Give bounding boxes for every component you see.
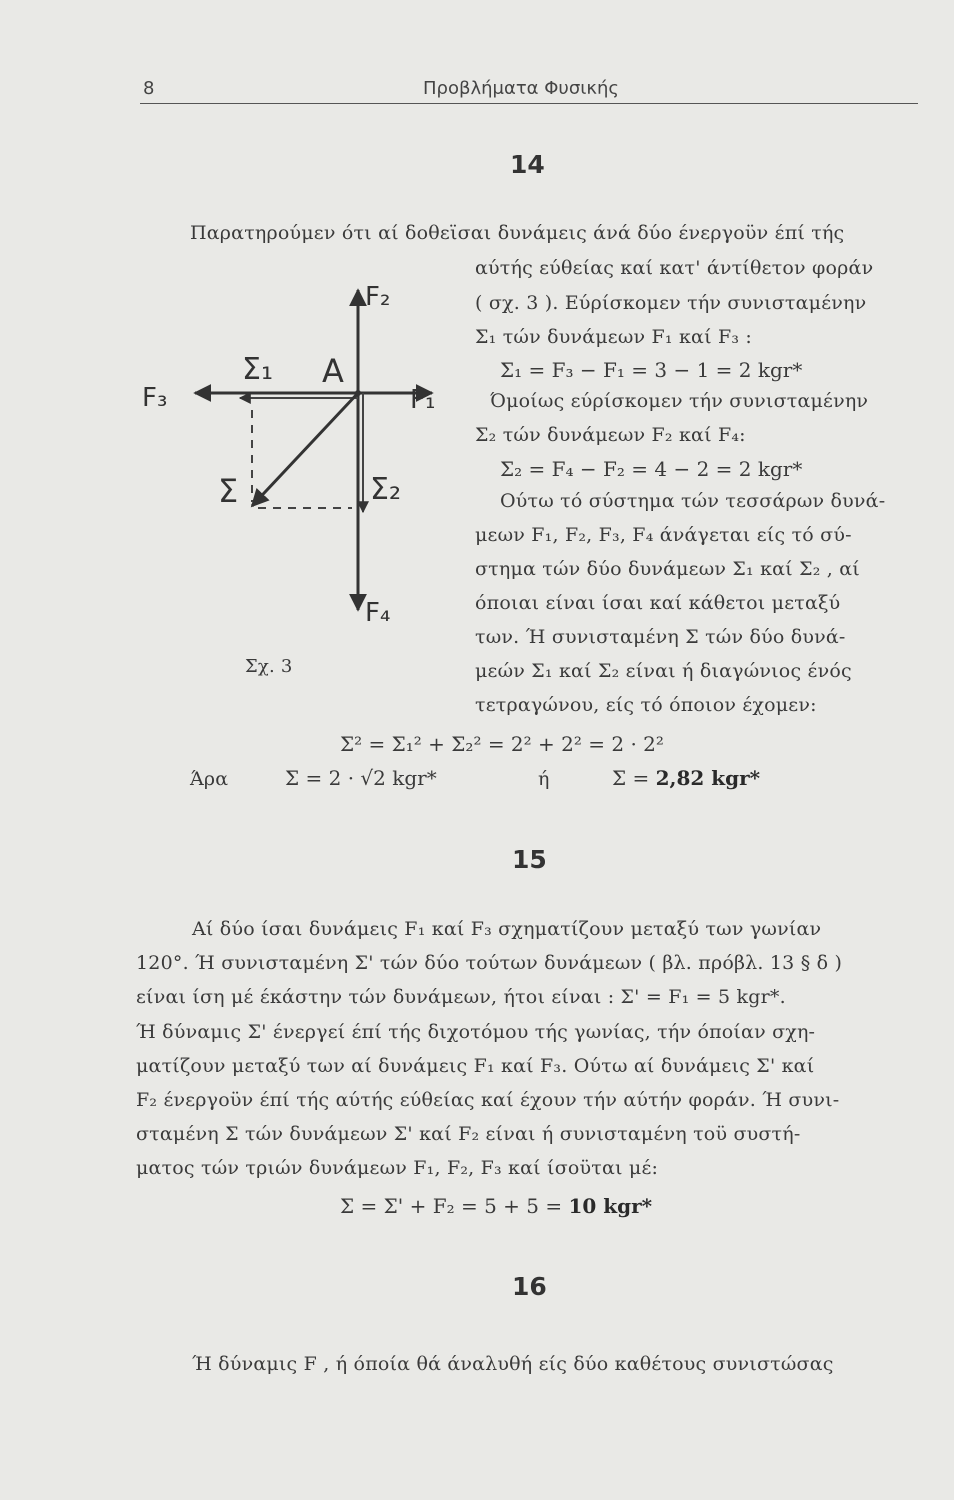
p14-line-5: Όμοίως εύρίσκομεν τήν συνισταμένην <box>490 390 869 412</box>
p14-line-11: όποιαι είναι ίσαι καί κάθετοι μεταξύ <box>475 592 841 614</box>
problem-15-number: 15 <box>512 845 547 874</box>
label-f3: F₃ <box>142 383 168 413</box>
label-f1: F₁ <box>410 385 436 415</box>
page-number: 8 <box>143 78 155 99</box>
p15-line-4: ματίζουν μεταξύ των αί δυνάμεις F₁ καί F₃. Ούτω αί δυνάμεις Σ' καί <box>136 1055 815 1077</box>
problem-16-number: 16 <box>512 1272 547 1301</box>
p14-line-10: στημα τών δύο δυνάμεων Σ₁ καί Σ₂ , αί <box>475 558 860 580</box>
p15-line-7: ματος τών τριών δυνάμεων F₁, F₂, F₃ καί ίσοϋται μέ: <box>136 1157 659 1179</box>
header-rule <box>140 103 918 104</box>
p14-result-right: Σ = 2,82 kgr* <box>612 766 761 790</box>
p14-line-2: ( σχ. 3 ). Εύρίσκομεν τήν συνισταμένην <box>475 292 867 314</box>
label-sigma: Σ <box>218 472 239 510</box>
p15-equation: Σ = Σ' + F₂ = 5 + 5 = 10 kgr* <box>340 1194 653 1218</box>
p15-line-0: Αί δύο ίσαι δυνάμεις F₁ καί F₃ σχηματίζουν μεταξύ των γωνίαν <box>192 918 822 940</box>
p14-line-9: μεων F₁, F₂, F₃, F₄ άνάγεται είς τό σύ- <box>475 524 852 546</box>
p15-line-2: είναι ίση μέ έκάστην τών δυνάμεων, ήτοι είναι : Σ' = F₁ = 5 kgr*. <box>136 986 786 1008</box>
p14-line-12: των. Ή συνισταμένη Σ τών δύο δυνά- <box>475 626 846 648</box>
running-title: Προβλήματα Φυσικής <box>423 78 619 99</box>
origin-point <box>355 390 361 396</box>
label-f2: F₂ <box>365 282 391 312</box>
p15-line-1: 120°. Ή συνισταμένη Σ' τών δύο τούτων δυνάμεων ( βλ. πρόβλ. 13 § δ ) <box>136 952 843 974</box>
p14-line-14: τετραγώνου, είς τό όποιον έχομεν: <box>475 694 817 716</box>
p14-result-prefix: Άρα <box>190 768 229 790</box>
p14-result-left: Σ = 2 · √2 kgr* <box>285 766 437 790</box>
figure-caption: Σχ. 3 <box>245 656 293 677</box>
p14-equation: Σ² = Σ₁² + Σ₂² = 2² + 2² = 2 · 2² <box>340 732 664 756</box>
p14-line-13: μεών Σ₁ καί Σ₂ είναι ή διαγώνιος ένός <box>475 660 852 682</box>
p15-line-5: F₂ ένεργοϋν έπί τής αύτής εύθείας καί έχουν τήν αύτήν φοράν. Ή συνι- <box>136 1089 840 1111</box>
sigma-arrow <box>252 393 358 506</box>
p14-eq-sigma1: Σ₁ = F₃ − F₁ = 3 − 1 = 2 kgr* <box>500 358 803 382</box>
p14-eq-sigma2: Σ₂ = F₄ − F₂ = 4 − 2 = 2 kgr* <box>500 457 803 481</box>
p14-line-0: Παρατηρούμεν ότι αί δοθεϊσαι δυνάμεις άνά δύο ένεργοϋν έπί τής <box>190 222 845 244</box>
label-sigma2: Σ₂ <box>370 472 401 507</box>
p14-line-1: αύτής εύθείας καί κατ' άντίθετον φοράν <box>475 257 874 279</box>
label-sigma1: Σ₁ <box>242 352 273 387</box>
p14-line-3: Σ₁ τών δυνάμεων F₁ καί F₃ : <box>475 326 753 348</box>
force-diagram <box>140 280 460 640</box>
p14-line-6: Σ₂ τών δυνάμεων F₂ καί F₄: <box>475 424 746 446</box>
label-f4: F₄ <box>365 598 391 628</box>
p14-result-or: ή <box>538 768 550 790</box>
label-a: A <box>322 352 344 390</box>
problem-14-number: 14 <box>510 150 545 179</box>
p15-line-6: σταμένη Σ τών δυνάμεων Σ' καί F₂ είναι ή συνισταμένη τοϋ συστή- <box>136 1123 801 1145</box>
p14-line-8: Ούτω τό σύστημα τών τεσσάρων δυνά- <box>500 490 886 512</box>
p15-line-3: Ή δύναμις Σ' ένεργεί έπί τής διχοτόμου τής γωνίας, τήν όποίαν σχη- <box>136 1021 816 1043</box>
p16-line-0: Ή δύναμις F , ή όποία θά άναλυθή είς δύο καθέτους συνιστώσας <box>192 1353 834 1375</box>
